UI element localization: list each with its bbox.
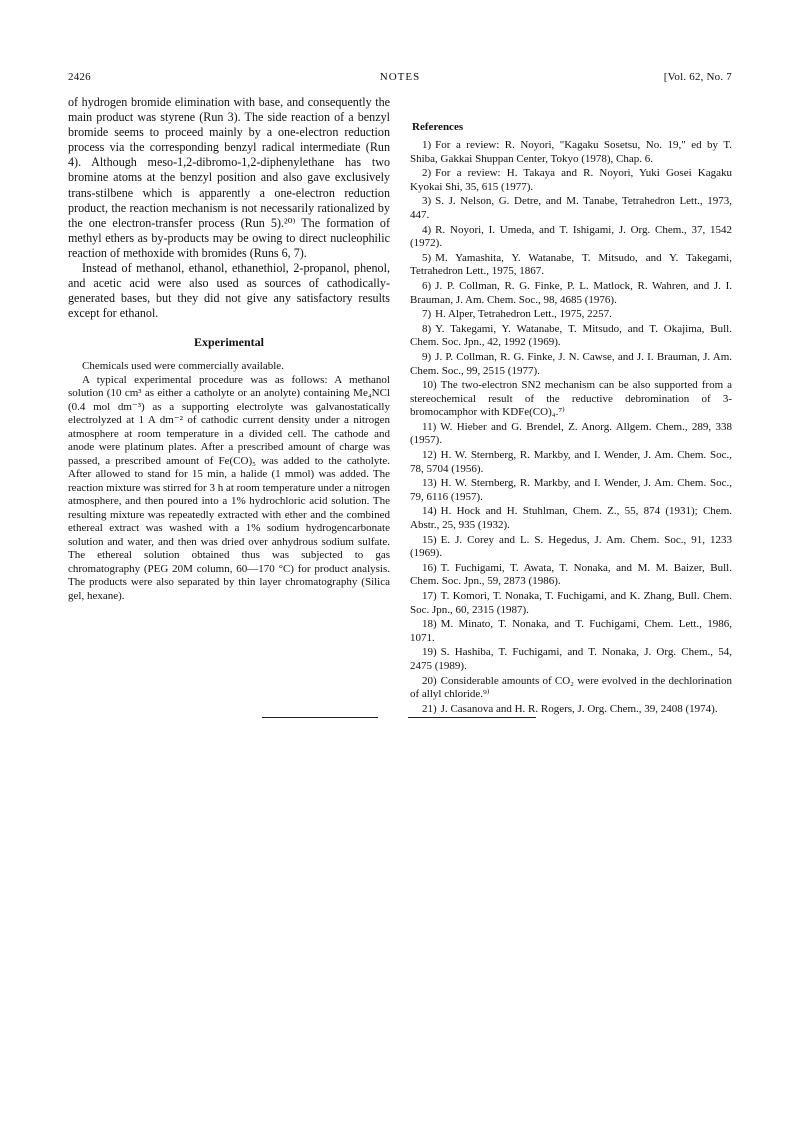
reference-text: T. Fuchigami, T. Awata, T. Nonaka, and M. M. Baizer, Bull. Chem. Soc. Jpn., 59, 2873 (1986).	[410, 561, 732, 588]
reference-item	[410, 449, 732, 476]
reference-number: 14)	[422, 505, 437, 518]
reference-number: 6)	[422, 279, 432, 292]
reference-text: H. Alper, Tetrahedron Lett., 1975, 2257.	[435, 308, 612, 321]
experimental-paragraph: Chemicals used were commercially available.	[82, 360, 284, 373]
reference-text: E. J. Corey and L. S. Hegedus, J. Am. Chem. Soc., 91, 1233 (1969).	[410, 533, 732, 560]
page-number: 2426	[68, 71, 91, 83]
reference-item	[410, 618, 732, 645]
reference-list	[410, 139, 732, 716]
reference-item	[410, 590, 732, 617]
reference-number: 15)	[422, 533, 437, 546]
reference-text: H. W. Sternberg, R. Markby, and I. Wender, J. Am. Chem. Soc., 78, 5704 (1956).	[410, 449, 732, 475]
reference-item	[410, 252, 732, 279]
reference-text: M. Yamashita, Y. Watanabe, T. Mitsudo, and Y. Takegami, Tetrahedron Lett., 1975, 1867.	[410, 251, 732, 278]
body-paragraph: of hydrogen bromide elimination with base, and consequently the main product was styrene (Run 3). The side reaction of a benzyl bromide seems to proceed mainly by a one-electron reduction process via the corresponding benzyl radical intermediate (Run 4). Although meso-1,2-dibromo-1,2-diphenylethane has two bromine atoms at the benzyl position and also gave exclusively trans-stilbene which is apparently a one-electron reduction product, the reaction mechanism is not necessarily rationalized by the one electron-transfer process (Run 5).²⁰⁾ The formation of methyl ethers as by-products may be owing to direct nucleophilic reaction of methoxide with bromides (Runs 6, 7).	[68, 95, 390, 260]
reference-text: S. Hashiba, T. Fuchigami, and T. Nonaka, J. Org. Chem., 54, 2475 (1989).	[410, 646, 732, 672]
volume-info: [Vol. 62, No. 7	[663, 71, 732, 83]
reference-number: 10)	[422, 379, 437, 392]
running-header	[68, 71, 732, 87]
reference-item	[410, 477, 732, 504]
reference-item	[410, 675, 732, 702]
reference-text: J. P. Collman, R. G. Finke, J. N. Cawse, and J. I. Brauman, J. Am. Chem. Soc., 99, 2515 (1977).	[410, 350, 732, 377]
reference-number: 2)	[422, 167, 432, 180]
left-column	[68, 95, 390, 603]
reference-text: T. Komori, T. Nonaka, T. Fuchigami, and K. Zhang, Bull. Chem. Soc. Jpn., 60, 2315 (1987).	[410, 590, 732, 616]
reference-item	[410, 534, 732, 561]
reference-text: S. J. Nelson, G. Detre, and M. Tanabe, Tetrahedron Lett., 1973, 447.	[410, 195, 732, 221]
reference-text: W. Hieber and G. Brendel, Z. Anorg. Allgem. Chem., 289, 338 (1957).	[410, 420, 732, 447]
reference-item	[410, 505, 732, 532]
reference-item	[410, 562, 732, 589]
references-heading: References	[412, 121, 464, 133]
end-rule	[408, 717, 536, 718]
reference-text: Y. Takegami, Y. Watanabe, T. Mitsudo, and T. Okajima, Bull. Chem. Soc. Jpn., 42, 1992 (1969).	[410, 322, 732, 349]
reference-item	[410, 167, 732, 194]
reference-item	[410, 195, 732, 222]
reference-text: The two-electron SN2 mechanism can be also supported from a stereochemical result of the reductive debromination of 3-bromocamphor with KDFe(CO)₄.⁷⁾	[410, 379, 732, 419]
reference-number: 11)	[422, 420, 437, 433]
reference-text: R. Noyori, I. Umeda, and T. Ishigami, J. Org. Chem., 37, 1542 (1972).	[410, 223, 732, 250]
reference-number: 8)	[422, 322, 432, 335]
reference-item	[410, 703, 732, 717]
reference-text: H. W. Sternberg, R. Markby, and I. Wender, J. Am. Chem. Soc., 79, 6116 (1957).	[410, 477, 732, 503]
reference-number: 9)	[422, 350, 432, 363]
reference-text: J. P. Collman, R. G. Finke, P. L. Matlock, R. Wahren, and J. I. Brauman, J. Am. Chem. Soc., 98, 4685 (1976).	[410, 279, 732, 306]
reference-text: Considerable amounts of CO₂ were evolved in the dechlorination of allyl chloride.⁹⁾	[410, 674, 732, 701]
reference-text: For a review: R. Noyori, "Kagaku Sosetsu, No. 19," ed by T. Shiba, Gakkai Shuppan Center, Tokyo (1978), Chap. 6.	[410, 139, 732, 165]
reference-item	[410, 421, 732, 448]
reference-text: H. Hock and H. Stuhlman, Chem. Z., 55, 874 (1931); Chem. Abstr., 25, 935 (1932).	[410, 505, 732, 532]
reference-number: 5)	[422, 251, 432, 264]
reference-item	[410, 323, 732, 350]
reference-item	[410, 308, 732, 322]
reference-text: M. Minato, T. Nonaka, and T. Fuchigami, Chem. Lett., 1986, 1071.	[410, 618, 732, 644]
reference-text: For a review: H. Takaya and R. Noyori, Yuki Gosei Kagaku Kyokai Shi, 35, 615 (1977).	[410, 167, 732, 193]
reference-number: 12)	[422, 449, 437, 462]
right-column	[410, 95, 732, 717]
reference-number: 1)	[422, 139, 432, 151]
reference-text: J. Casanova and H. R. Rogers, J. Org. Chem., 39, 2408 (1974).	[440, 702, 718, 715]
experimental-paragraph: A typical experimental procedure was as follows: A methanol solution (10 cm³ as either a catholyte or an anolyte) containing Me₄NCl (0.4 mol dm⁻³) as a supporting electrolyte was galvanostatically electrolyzed at 1 A dm⁻² of cathodic current density under a nitrogen atmosphere at room temperature in a divided cell. The cathode and anode were platinum plates. After a prescribed amount of charge was passed, a prescribed amount of Fe(CO)₅ was added to the catholyte. After allowed to stand for 15 min, a halide (1 mmol) was added. The reaction mixture was stirred for 3 h at room temperature under a nitrogen atmosphere, and then poured into a 1% hydrochloric acid solution. The resulting mixture was repeatedly extracted with ether and the combined ethereal extract was washed with a 1% sodium hydrogencarbonate solution and water, and then was dried over anhydrous sodium sulfate. The ethereal solution obtained thus was subjected to gas chromatography (PEG 20M column, 60—170 °C) for product analysis. The products were also separated by thin layer chromatography (Silica gel, hexane).	[68, 373, 390, 602]
reference-item	[410, 351, 732, 378]
reference-item	[410, 224, 732, 251]
reference-number: 17)	[422, 590, 437, 602]
end-rule	[262, 717, 378, 718]
reference-number: 16)	[422, 561, 437, 574]
reference-number: 20)	[422, 674, 437, 687]
reference-item	[410, 646, 732, 673]
reference-number: 3)	[422, 195, 432, 208]
body-paragraph: Instead of methanol, ethanol, ethanethiol, 2-propanol, phenol, and acetic acid were also used as sources of cathodically-generated bases, but they did not give any satisfactory results except for ethanol.	[68, 261, 390, 321]
reference-number: 18)	[422, 618, 437, 631]
reference-number: 13)	[422, 477, 437, 490]
reference-number: 4)	[422, 223, 432, 236]
reference-item	[410, 139, 732, 166]
reference-item	[410, 280, 732, 307]
reference-number: 19)	[422, 646, 437, 659]
experimental-heading: Experimental	[194, 335, 264, 350]
section-title: NOTES	[379, 71, 421, 83]
reference-number: 21)	[422, 702, 437, 715]
reference-item	[410, 379, 732, 420]
reference-number: 7)	[422, 308, 432, 321]
